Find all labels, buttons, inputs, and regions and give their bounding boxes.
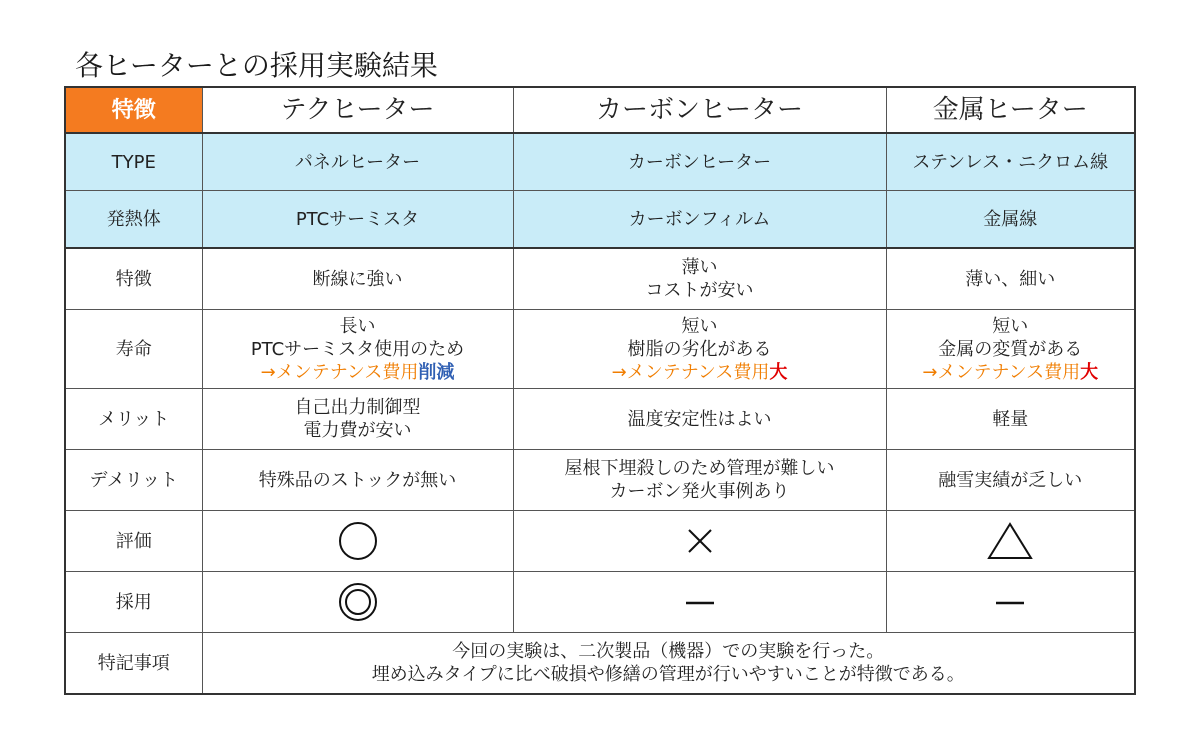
row-adopt (65, 572, 1135, 633)
cell-heater-metal: 金属線 (886, 191, 1135, 249)
circle-icon (338, 521, 378, 561)
cell-notes (202, 633, 1135, 695)
cell-line: 屋根下埋殺しのため管理が難しい (564, 458, 835, 479)
row-label: デメリット (65, 450, 202, 511)
cell-adopt-tech (202, 572, 513, 633)
row-merit (65, 389, 1135, 450)
row-label: 特徴 (65, 248, 202, 310)
row-notes (65, 633, 1135, 695)
cell-line-arrow (518, 361, 882, 384)
row-label: TYPE (65, 133, 202, 191)
cross-icon (685, 526, 715, 556)
cell-heater-carbon: カーボンフィルム (513, 191, 886, 249)
dash-icon (684, 598, 716, 608)
row-label: 発熱体 (65, 191, 202, 249)
header-row (65, 87, 1135, 133)
arrow-text: →メンテナンス費用 (611, 361, 770, 383)
cell-line: 電力費が安い (303, 420, 412, 441)
cell-line: 自己出力制御型 (294, 397, 421, 418)
cell-type-metal: ステンレス・ニクロム線 (886, 133, 1135, 191)
cell-line: 樹脂の劣化がある (627, 338, 772, 360)
cell-line: 融雪実績が乏しい (938, 469, 1083, 491)
cell-feature-tech (202, 248, 513, 310)
cell-demerit-carbon (513, 450, 886, 511)
cell-merit-tech (202, 389, 513, 450)
cell-adopt-carbon (513, 572, 886, 633)
cell-line: コストが安い (645, 280, 754, 301)
page-title: 各ヒーターとの採用実験結果 (75, 49, 438, 82)
cell-line-arrow (207, 361, 509, 384)
double-circle-icon (338, 582, 378, 622)
emphasis-text: 大 (769, 361, 788, 383)
row-label: メリット (65, 389, 202, 450)
cell-demerit-metal (886, 450, 1135, 511)
arrow-text: →メンテナンス費用 (260, 361, 419, 383)
emphasis-text: 削減 (418, 361, 455, 383)
cell-line: 特殊品のストックが無い (258, 469, 457, 491)
cell-merit-metal (886, 389, 1135, 450)
cell-adopt-metal (886, 572, 1135, 633)
row-rating (65, 511, 1135, 572)
cell-life-carbon (513, 310, 886, 389)
header-col-carbon-heater: カーボンヒーター (513, 87, 886, 133)
cell-line: 温度安定性はよい (627, 408, 772, 430)
header-col-metal-heater: 金属ヒーター (886, 87, 1135, 133)
row-heater-element (65, 191, 1135, 249)
cell-life-metal (886, 310, 1135, 389)
cell-line: 短い (681, 315, 718, 337)
cell-line: 薄い (681, 257, 718, 278)
arrow-text: →メンテナンス費用 (922, 361, 1081, 383)
triangle-icon (986, 521, 1034, 561)
cell-line: PTCサーミスタ使用のため (250, 338, 465, 360)
cell-rating-tech (202, 511, 513, 572)
cell-line: 金属の変質がある (938, 338, 1083, 360)
cell-feature-carbon (513, 248, 886, 310)
emphasis-text: 大 (1080, 361, 1099, 383)
cell-merit-carbon (513, 389, 886, 450)
row-label: 評価 (65, 511, 202, 572)
cell-line: 断線に強い (312, 268, 403, 290)
cell-line: 長い (339, 315, 376, 337)
notes-line: 埋め込みタイプに比べ破損や修繕の管理が行いやすいことが特徴である。 (371, 664, 965, 685)
cell-type-tech: パネルヒーター (202, 133, 513, 191)
cell-type-carbon: カーボンヒーター (513, 133, 886, 191)
row-label: 寿命 (65, 310, 202, 389)
cell-feature-metal (886, 248, 1135, 310)
row-label: 採用 (65, 572, 202, 633)
cell-rating-metal (886, 511, 1135, 572)
notes-line: 今回の実験は、二次製品（機器）での実験を行った。 (452, 641, 885, 662)
row-label: 特記事項 (65, 633, 202, 695)
dash-icon (994, 598, 1026, 608)
cell-life-tech (202, 310, 513, 389)
header-col-tech-heater: テクヒーター (202, 87, 513, 133)
cell-line: カーボン発火事例あり (609, 481, 790, 502)
row-life (65, 310, 1135, 389)
cell-demerit-tech (202, 450, 513, 511)
cell-rating-carbon (513, 511, 886, 572)
comparison-table (64, 86, 1136, 695)
row-type (65, 133, 1135, 191)
cell-line: 短い (992, 315, 1029, 337)
header-key-cell: 特徴 (65, 87, 202, 133)
cell-heater-tech: PTCサーミスタ (202, 191, 513, 249)
row-feature (65, 248, 1135, 310)
row-demerit (65, 450, 1135, 511)
cell-line: 薄い、細い (965, 268, 1056, 290)
cell-line: 軽量 (992, 408, 1029, 430)
cell-line-arrow (891, 361, 1131, 384)
